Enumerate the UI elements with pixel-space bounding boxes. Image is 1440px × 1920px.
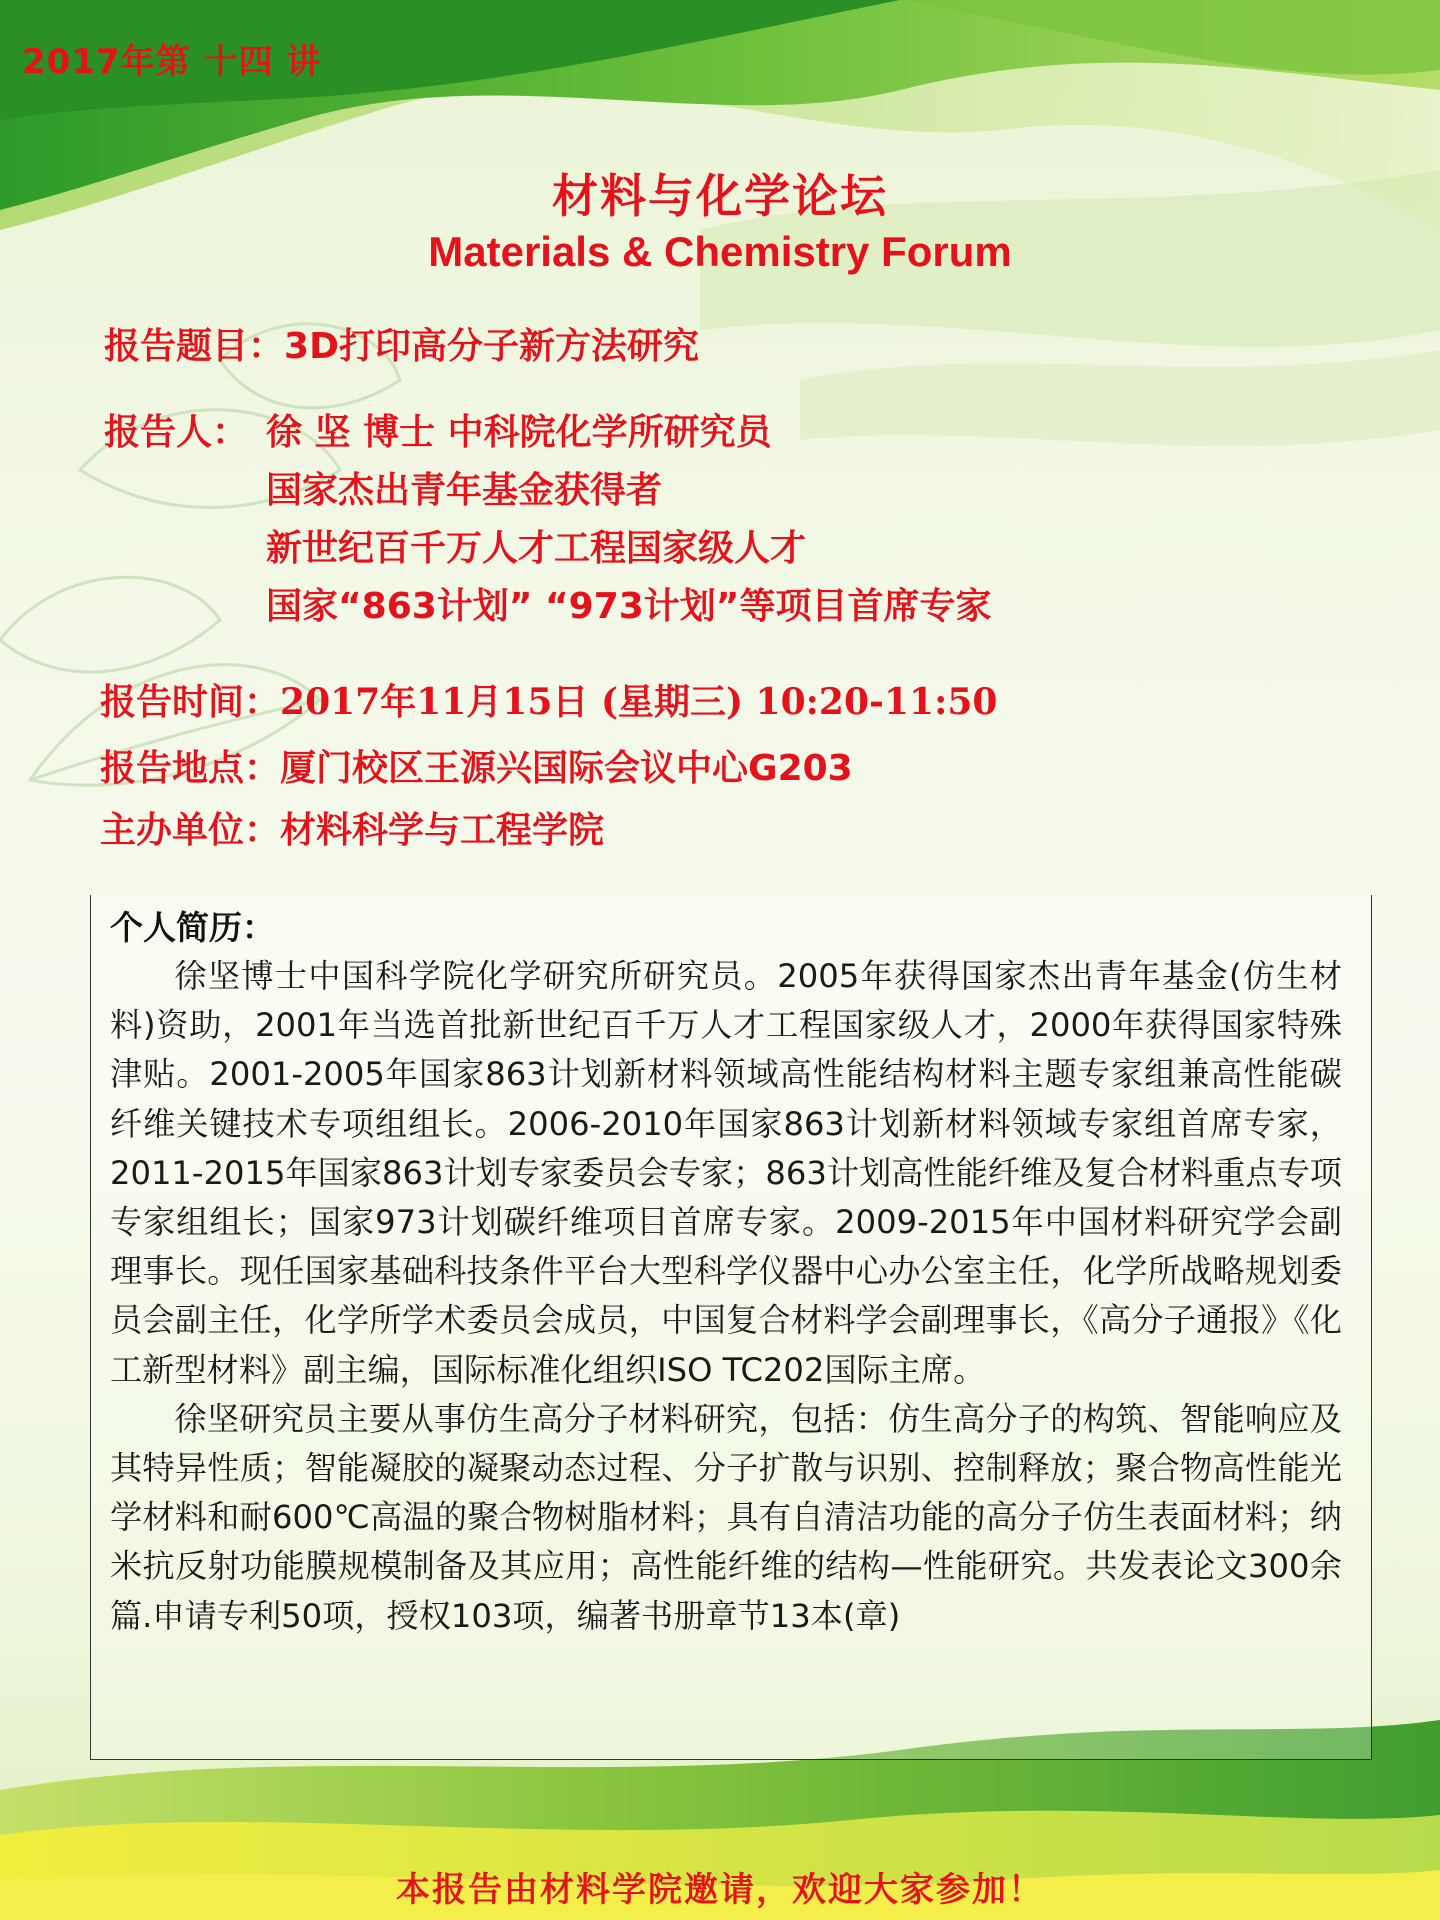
report-topic [104,318,699,369]
report-place [100,740,853,791]
speaker-line: 徐 坚 博士 中科院化学所研究员 [266,412,772,453]
invitation-footer: 本报告由材料学院邀请，欢迎大家参加！ [396,1870,1044,1910]
forum-title-cn: 材料与化学论坛 [552,169,888,223]
bio-paragraph: 徐坚博士中国科学院化学研究所研究员。2005年获得国家杰出青年基金(仿生材料)资助，2001年当选首批新世纪百千万人才工程国家级人才，2000年获得国家特殊津贴。2001-2005年国家863计划新材料领域高性能结构材料主题专家组兼高性能碳纤维关键技术专项组组长。2006-2010年国家863计划新材料领域专家组首席专家，2011-2015年国家863计划专家委员会专家；863计划高性能纤维及复合材料重点专项专家组组长；国家973计划碳纤维项目首席专家。2009-2015年中国材料研究学会副理事长。现任国家基础科技条件平台大型科学仪器中心办公室主任，化学所战略规划委员会副主任，化学所学术委员会成员，中国复合材料学会副理事长，《高分子通报》《化工新型材料》副主编，国际标准化组织ISO TC202国际主席。 [110,957,1342,1389]
speaker-line: 国家“863计划” “973计划”等项目首席专家 [266,586,992,627]
report-place-label: 报告地点： [100,748,281,789]
forum-title-en: Materials & Chemistry Forum [428,228,1012,275]
report-time-value: 2017年11月15日 (星期三) 10:20-11:50 [280,681,998,723]
speaker-line: 国家杰出青年基金获得者 [266,470,663,511]
report-host-value: 材料科学与工程学院 [280,810,605,851]
report-place-value: 厦门校区王源兴国际会议中心G203 [280,748,853,789]
report-topic-label: 报告题目： [104,326,285,367]
speaker-line: 新世纪百千万人才工程国家级人才 [266,528,807,569]
bio-text [110,952,1342,1641]
report-time [100,674,997,725]
bio-heading: 个人简历： [110,908,275,947]
bio-paragraph: 徐坚研究员主要从事仿生高分子材料研究，包括：仿生高分子的构筑、智能响应及其特异性质；智能凝胶的凝聚动态过程、分子扩散与识别、控制释放；聚合物高性能光学材料和耐600℃高温的聚合物树脂材料；具有自清洁功能的高分子仿生表面材料；纳米抗反射功能膜规模制备及其应用；高性能纤维的结构—性能研究。共发表论文300余篇.申请专利50项，授权103项，编著书册章节13本(章) [110,1399,1342,1635]
lecture-series-label: 2017年第 十四 讲 [22,42,322,82]
report-topic-value: 3D打印高分子新方法研究 [284,326,699,367]
speaker-label: 报告人： [104,412,249,453]
report-host-label: 主办单位： [100,810,281,851]
report-time-label: 报告时间： [100,682,281,723]
report-host [100,802,604,853]
